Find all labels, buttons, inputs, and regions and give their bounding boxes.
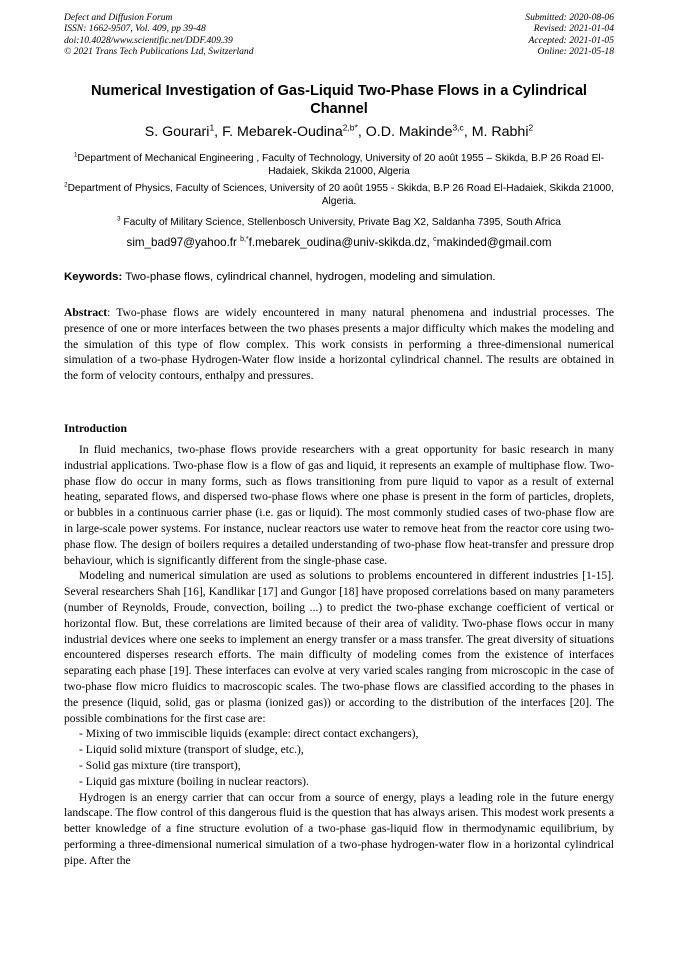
affiliation-1: $^1$Department of Mechanical Engineering , Faculty of Technology, University of 20 août 1955 – Skikda, B.P 26 Road El-Hadaiek, Skikda 21000, Algeria xyxy=(73,151,605,178)
affiliation-2: $^2$Department of Physics, Faculty of Sciences, University of 20 août 1955 - Skikda, B.P 26 Road El-Hadaiek, Skikda 21000, Algeria. xyxy=(64,181,614,208)
keywords-text: Two-phase flows, cylindrical channel, hydrogen, modeling and simulation. xyxy=(122,271,496,283)
abstract-text: : Two-phase flows are widely encountered in many natural phenomena and industrial processes. The presence of one or more interfaces between the two phases presents a major difficulty which makes the modeling and the simulation of this type of flow complex. This work consists in performing a three-dimensional numerical simulation of a two-phase Hydrogen-Water flow inside a horizontal cylindrical channel. The results are obtained in the form of velocity contours, enthalpy and pressures. xyxy=(64,306,614,383)
paragraph: In fluid mechanics, two-phase flows provide researchers with a great opportunity for basic research in many industrial applications. Two-phase flow is a flow of gas and liquid, it represents an example of multiphase flow. Two-phase flow do occur in many forms, such as flows transitioning from pure liquid to vapor as a result of external heating, separated flows, and dispersed two-phase flows where one phase is present in the form of particles, droplets, or bubbles in a continuous carrier phase (i.e. gas or liquid). The most commonly studied cases of two-phase flow are in large-scale power systems. For instance, nuclear reactors use water to remove heat from the reactor core using two-phase flow. The design of boilers requires a detailed understanding of two-phase flow heat-transfer and pressure drop behaviour, which is significantly different from the single-phase case. xyxy=(64,443,614,567)
author: S. Gourari$^1$, xyxy=(144,122,223,140)
email[interactable]: sim_bad97@yahoo.fr xyxy=(126,236,241,249)
doi: doi:10.4028/www.scientific.net/DDF.409.39 xyxy=(64,34,233,46)
journal-info xyxy=(64,12,254,58)
issn: ISSN: 1662-9507, Vol. 409, pp 39-48 xyxy=(64,23,206,35)
author: M. Rabhi$^2$ xyxy=(471,122,534,140)
abstract-label: Abstract xyxy=(64,306,108,319)
author: O.D. Makinde$^{3,c}$, xyxy=(365,122,472,140)
copyright: © 2021 Trans Tech Publications Ltd, Switzerland xyxy=(64,46,254,58)
revised-date: Revised: 2021-01-04 xyxy=(533,23,614,35)
submitted-date: Submitted: 2020-08-06 xyxy=(525,12,614,23)
publication-dates xyxy=(525,12,614,58)
accepted-date: Accepted: 2021-01-05 xyxy=(528,34,614,46)
combination-list xyxy=(64,726,614,789)
email[interactable]: makinded@gmail.com xyxy=(436,236,552,249)
paper-title: Numerical Investigation of Gas-Liquid Two-Phase Flows in a Cylindrical Channel xyxy=(90,83,587,117)
introduction-body xyxy=(64,442,614,869)
author-list xyxy=(64,123,614,141)
paragraph: Modeling and numerical simulation are used as solutions to problems encountered in different industries [1-15]. Several researchers Shah [16], Kandlikar [17] and Gungor [18] have proposed correlations based on many parameters (number of Reynolds, Froude, convection, boiling ...) to predict the two-phase exchange coefficient of vertical or horizontal flow. But, these correlations are limited because of their area of validity. Two-phase flows occur in many industrial devices where one seeks to implement an energy transfer or a mass transfer. The great diversity of situations encountered disperses research efforts. The main difficulty of modeling comes from the existence of interfaces separating each phase [19]. These interfaces can evolve at very varied scales ranging from microscopic in the case of two-phase flow micro fluidics to macroscopic scales. The two-phase flows are classified according to the phases in the presence (liquid, solid, gas or plasma (ionized gas)) or according to the distribution of the interfaces [20]. The possible combinations for the first case are: xyxy=(64,569,614,725)
email[interactable]: f.mebarek_oudina@univ-skikda.dz, xyxy=(248,236,434,249)
keywords xyxy=(64,270,614,284)
journal-name: Defect and Diffusion Forum xyxy=(64,12,173,23)
author-emails: sim_bad97@yahoo.fr $^{b,*}$f.mebarek_oudina@univ-skikda.dz, $^c$makinded@gmail.com xyxy=(126,236,552,249)
online-date: Online: 2021-05-18 xyxy=(537,46,614,58)
affiliation-3: $^3$ Faculty of Military Science, Stellenbosch University, Private Bag X2, Saldanha 7395, South Africa xyxy=(117,215,561,228)
abstract xyxy=(64,305,614,384)
list-item: - Mixing of two immiscible liquids (example: direct contact exchangers), xyxy=(79,727,419,741)
paragraph: Hydrogen is an energy carrier that can occur from a source of energy, plays a leading role in the future energy landscape. The flow control of this dangerous fluid is the question that has always arisen. This modest work presents a better knowledge of a fine structure evolution of a two-phase gas-liquid flow in thermodynamic equilibrium, by performing a three-dimensional numerical simulation of a two-phase hydrogen-water flow in a horizontal cylindrical pipe. After the xyxy=(64,790,614,867)
list-item: - Liquid solid mixture (transport of sludge, etc.), xyxy=(79,743,304,757)
introduction-heading: Introduction xyxy=(64,422,127,435)
keywords-label: Keywords: xyxy=(64,271,123,283)
list-item: - Solid gas mixture (tire transport), xyxy=(79,758,241,772)
list-item: - Liquid gas mixture (boiling in nuclear reactors). xyxy=(79,774,309,788)
author: F. Mebarek-Oudina$^{2,b*}$, xyxy=(222,122,366,140)
